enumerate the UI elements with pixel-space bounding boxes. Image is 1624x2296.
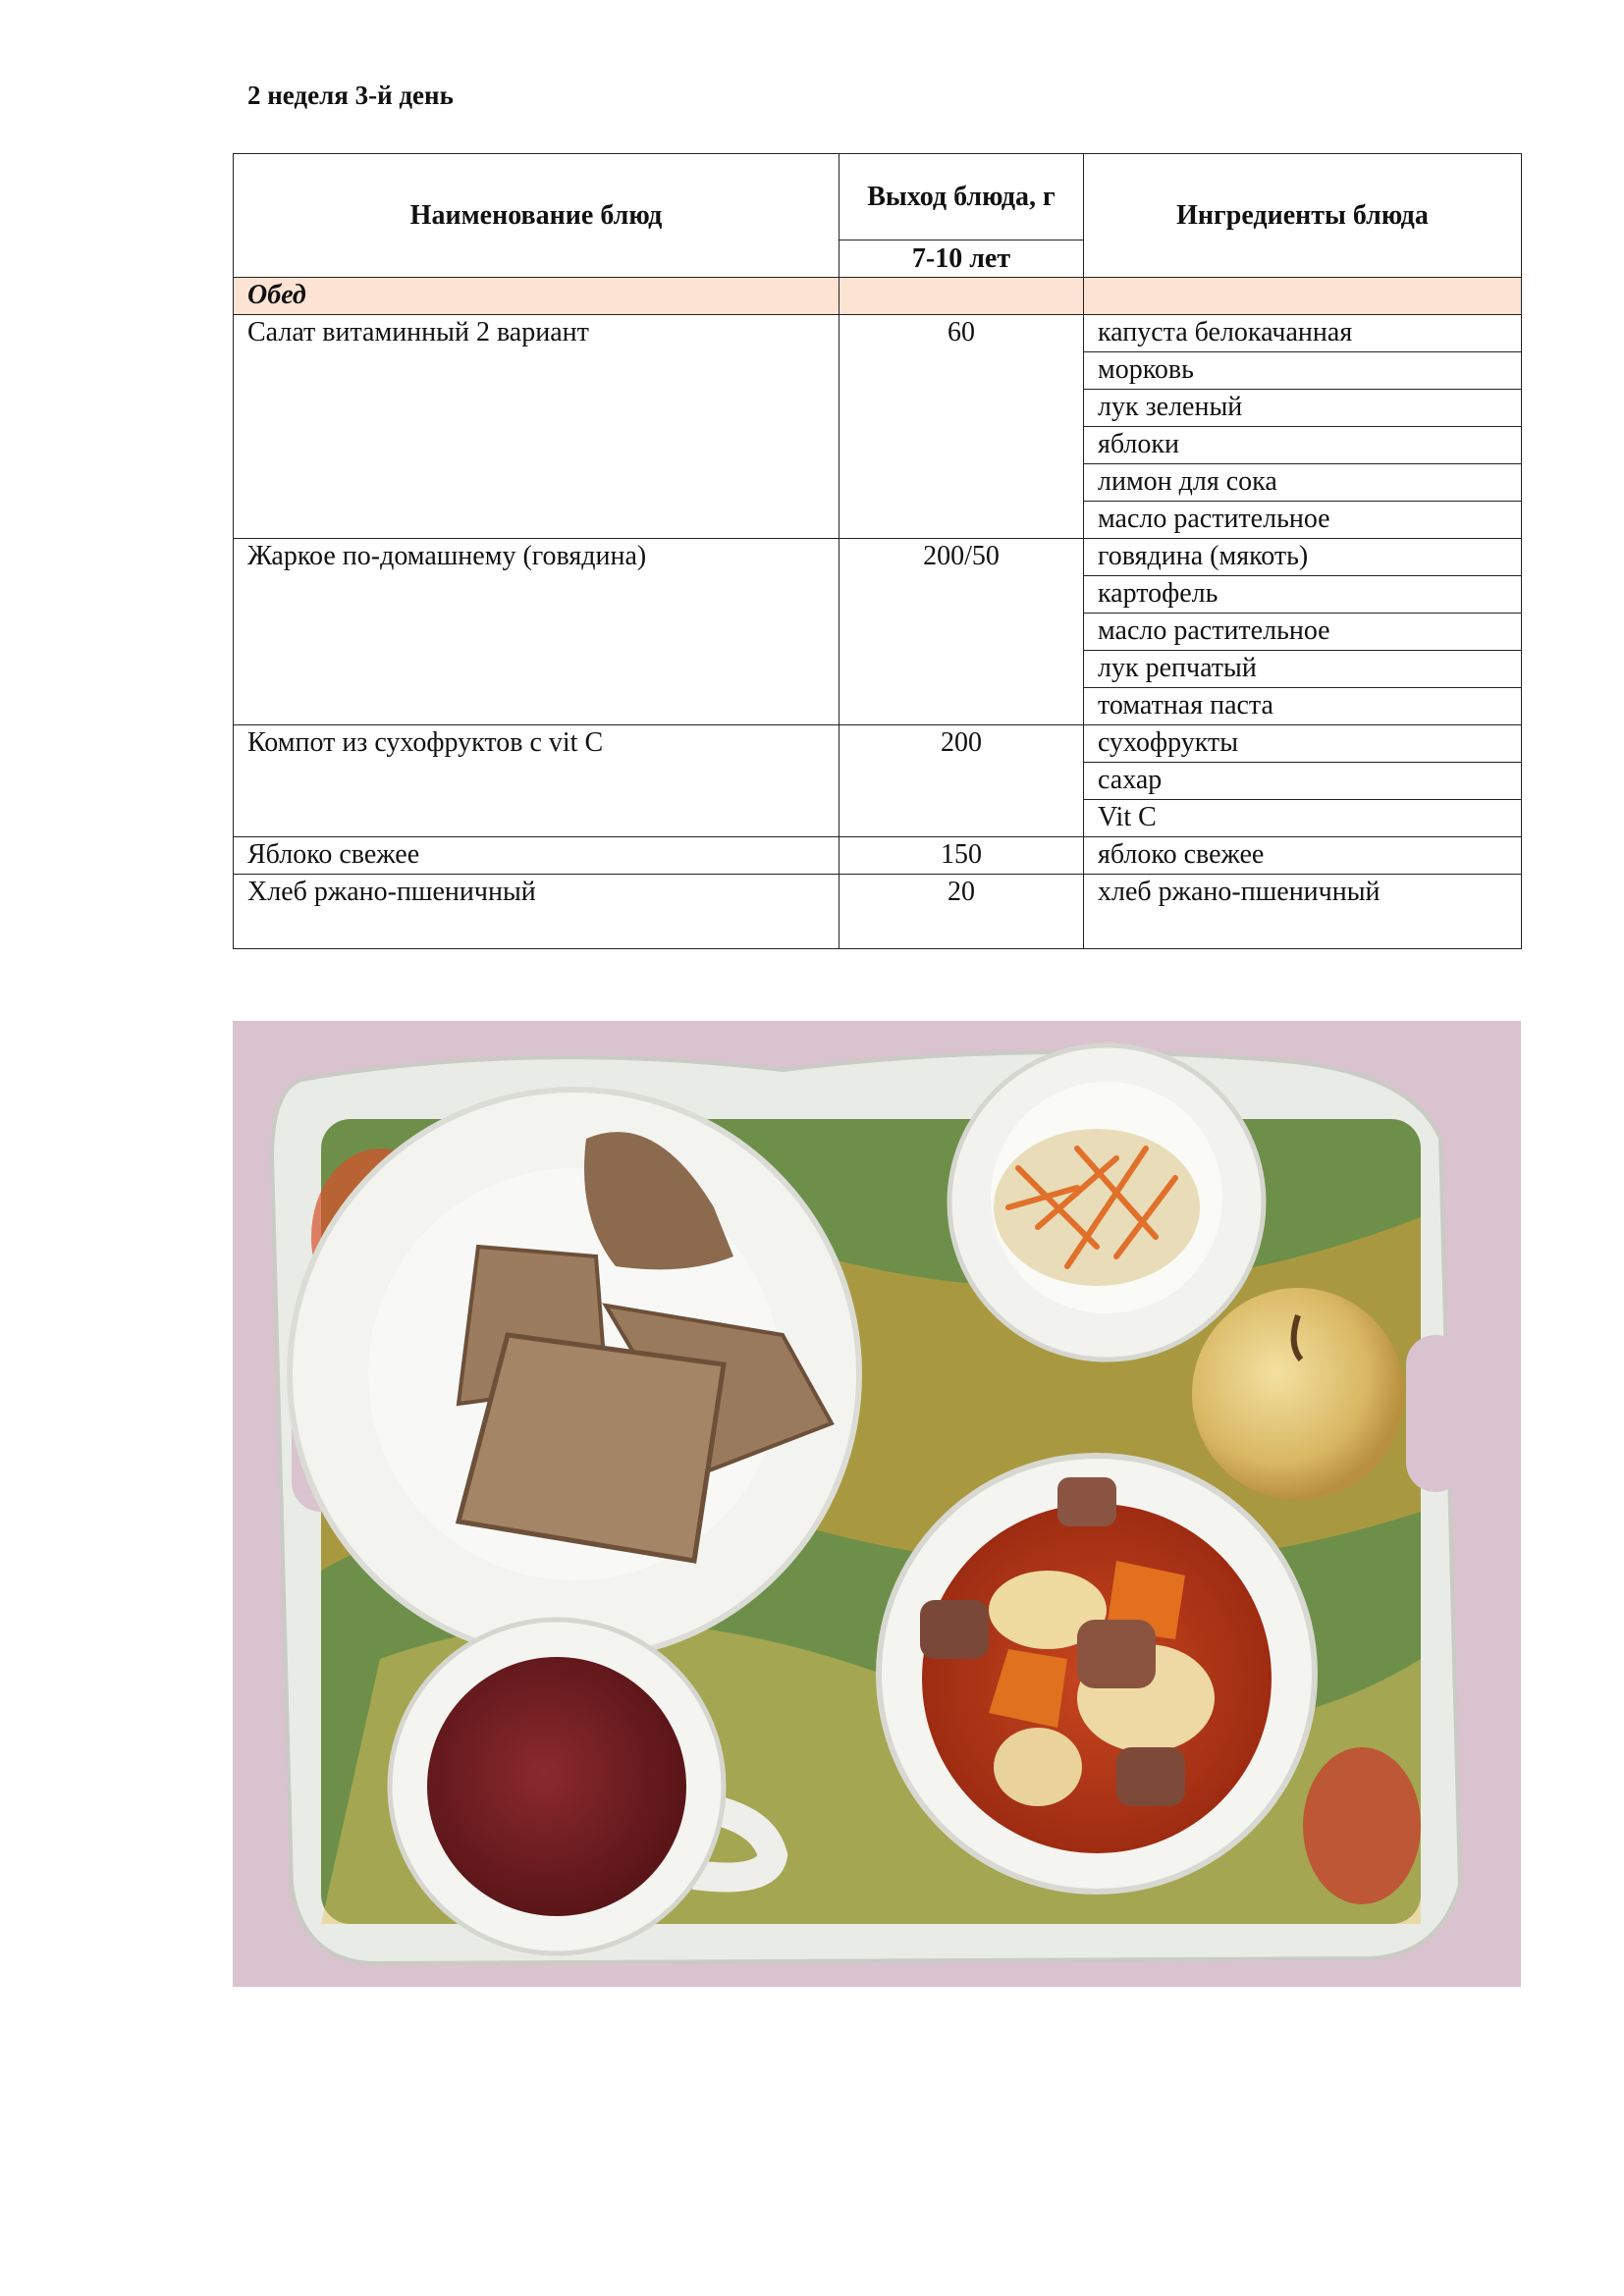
dish-yield: 200 xyxy=(839,725,1084,837)
table-row xyxy=(234,837,1522,875)
table-row xyxy=(234,315,1522,352)
dish-name: Хлеб ржано-пшеничный xyxy=(234,875,839,949)
table-row xyxy=(234,875,1522,949)
header-dish-name: Наименование блюд xyxy=(234,154,839,278)
dish-yield: 150 xyxy=(839,837,1084,875)
ingredient: лук зеленый xyxy=(1084,390,1522,427)
ingredient: лук репчатый xyxy=(1084,651,1522,688)
page-title: 2 неделя 3-й день xyxy=(247,80,454,110)
ingredient: капуста белокачанная xyxy=(1084,315,1522,352)
ingredient: Vit C xyxy=(1084,800,1522,837)
ingredient: говядина (мякоть) xyxy=(1084,539,1522,576)
ingredient: томатная паста xyxy=(1084,688,1522,725)
dish-name: Салат витаминный 2 вариант xyxy=(234,315,839,539)
dish-yield: 60 xyxy=(839,315,1084,539)
dish-name: Компот из сухофруктов с vit C xyxy=(234,725,839,837)
apple-icon xyxy=(1192,1288,1404,1500)
dish-yield: 20 xyxy=(839,875,1084,949)
header-age-group: 7-10 лет xyxy=(839,240,1084,278)
menu-table xyxy=(233,153,1522,949)
ingredient: яблоко свежее xyxy=(1084,837,1522,875)
ingredient: морковь xyxy=(1084,352,1522,390)
header-ingredients: Ингредиенты блюда xyxy=(1084,154,1522,278)
ingredient: лимон для сока xyxy=(1084,464,1522,502)
meal-photo xyxy=(233,1021,1521,1987)
ingredient: яблоки xyxy=(1084,427,1522,464)
ingredient: картофель xyxy=(1084,576,1522,614)
table-row xyxy=(234,725,1522,763)
bread-plate-icon xyxy=(290,1090,859,1659)
ingredient: сухофрукты xyxy=(1084,725,1522,763)
ingredient: хлеб ржано-пшеничный xyxy=(1084,875,1522,949)
header-yield: Выход блюда, г xyxy=(839,154,1084,240)
ingredient: сахар xyxy=(1084,763,1522,800)
dish-name: Яблоко свежее xyxy=(234,837,839,875)
table-row xyxy=(234,539,1522,576)
meal-label: Обед xyxy=(234,278,839,315)
stew-bowl-icon xyxy=(879,1456,1315,1892)
dish-name: Жаркое по-домашнему (говядина) xyxy=(234,539,839,725)
salad-bowl-icon xyxy=(949,1045,1264,1360)
dish-yield: 200/50 xyxy=(839,539,1084,725)
ingredient: масло растительное xyxy=(1084,502,1522,539)
meal-row xyxy=(234,278,1522,315)
ingredient: масло растительное xyxy=(1084,614,1522,651)
